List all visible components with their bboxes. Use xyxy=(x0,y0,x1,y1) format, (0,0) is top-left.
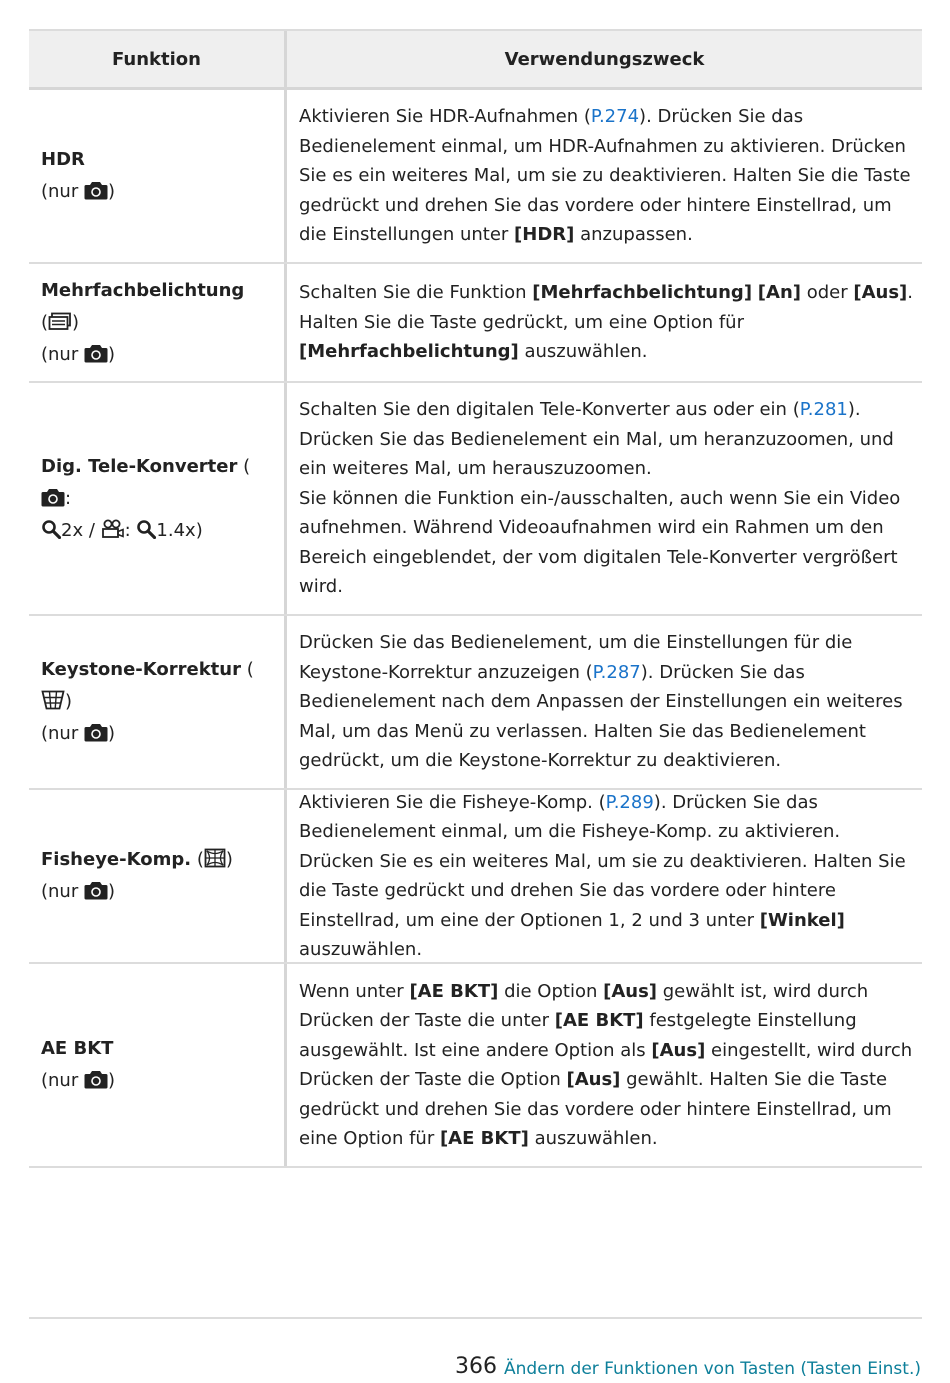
menu-setting-label: [Aus] xyxy=(603,980,658,1002)
description-segment: ). Drücken Sie das Bedienelement ein Mal, um heranzuzoomen, und ein weiteres Mal, um herauszuzoomen. xyxy=(299,399,894,480)
function-name: HDR xyxy=(41,149,85,170)
description-segment: anzupassen. xyxy=(574,224,693,246)
function-cell xyxy=(29,790,287,962)
function-table xyxy=(29,29,922,1168)
description-segment: Drücken Sie das Bedienelement, um die Einstellungen für die Keystone-Korrektur anzuzeigen ( xyxy=(299,632,853,683)
description-cell xyxy=(287,964,922,1166)
function-name-line: Dig. Tele-Konverter ( : xyxy=(41,455,251,509)
mode-note xyxy=(41,176,274,208)
mode-prefix: (nur xyxy=(41,881,84,902)
mode-suffix: ) xyxy=(107,723,115,744)
description-segment: Schalten Sie die Funktion xyxy=(299,282,533,304)
description-segment: Aktivieren Sie HDR-Aufnahmen ( xyxy=(299,106,591,128)
mode-prefix: (nur xyxy=(41,723,84,744)
function-cell xyxy=(29,264,287,381)
page-reference-link[interactable]: P.281 xyxy=(799,399,848,421)
camera-icon xyxy=(84,181,108,200)
function-name: Fisheye-Komp. xyxy=(41,849,192,870)
table-row xyxy=(29,790,922,964)
header-verwendungszweck: Verwendungszweck xyxy=(504,48,705,70)
description-segment: Wenn unter xyxy=(299,980,410,1002)
function-name: Mehrfachbelichtung xyxy=(41,279,245,301)
table-header xyxy=(29,31,922,90)
menu-setting-label: [HDR] xyxy=(514,224,575,246)
magnifier-icon xyxy=(136,519,156,539)
zoom-photo-value: 2x xyxy=(61,519,84,541)
function-cell xyxy=(29,616,287,788)
menu-setting-label: [Aus] xyxy=(566,1069,621,1090)
description-segment: auszuwählen. xyxy=(528,1128,658,1149)
description-segment: Aktivieren Sie die Fisheye-Komp. ( xyxy=(299,791,606,813)
function-name: Keystone-Korrektur xyxy=(41,659,241,680)
magnifier-icon xyxy=(41,519,61,539)
mode-suffix: ) xyxy=(107,343,115,365)
function-cell xyxy=(29,90,287,262)
chapter-title-link[interactable]: Ändern der Funktionen von Tasten (Tasten Einst.) xyxy=(504,1359,921,1379)
description-segment: Schalten Sie den digitalen Tele-Konverter aus oder ein ( xyxy=(299,399,800,421)
description-segment: die Option xyxy=(498,980,604,1002)
table-row xyxy=(29,964,922,1168)
mode-prefix: (nur xyxy=(41,1070,84,1091)
mode-suffix: ) xyxy=(107,1070,115,1091)
menu-setting-label: [Winkel] xyxy=(759,909,845,931)
table-row xyxy=(29,264,922,383)
description-segment: Sie können die Funktion ein-/ausschalten, auch wenn Sie ein Video aufnehmen. Während Videoaufnahmen wird ein Rahmen um den Bereich eingeblendet, der vom digitalen Tele-Konverter vergrößert wird. xyxy=(299,487,901,598)
description-cell xyxy=(287,383,922,614)
footer-divider xyxy=(29,1317,922,1319)
description-text xyxy=(299,395,914,602)
description-text xyxy=(299,102,914,250)
function-name-line: Fisheye-Komp. ( ) xyxy=(41,849,233,870)
table-row xyxy=(29,616,922,790)
camera-icon xyxy=(84,881,108,900)
menu-setting-label: [Aus] xyxy=(651,1039,706,1061)
movie-camera-icon xyxy=(101,519,125,539)
description-segment: eingestellt, wird durch Drücken der Taste die Option xyxy=(299,1039,913,1090)
description-segment: auszuwählen. xyxy=(518,341,648,363)
keystone-icon xyxy=(41,690,65,710)
mode-note xyxy=(41,876,274,908)
function-cell xyxy=(29,964,287,1166)
mode-note xyxy=(41,339,274,371)
mode-note xyxy=(41,1065,274,1097)
description-segment: gewählt ist, wird durch Drücken der Taste die unter xyxy=(299,980,869,1031)
function-name-line: Keystone-Korrektur ( ) xyxy=(41,659,254,712)
description-segment: ). Drücken Sie das Bedienelement einmal, um die Fisheye-Komp. zu aktivieren. Drücken Sie es ein weiteres Mal, um sie zu deaktivieren. Halten Sie die Taste gedrückt und drehen Sie das vordere oder hintere Einstellrad, um eine der Optionen 1, 2 und 3 unter xyxy=(299,791,906,931)
mode-suffix: ) xyxy=(107,181,115,202)
table-row xyxy=(29,90,922,264)
description-cell xyxy=(287,790,922,962)
description-segment: gewählt. Halten Sie die Taste gedrückt und drehen Sie das vordere oder hintere Einstellrad, um eine Option für xyxy=(299,1069,892,1149)
description-segment: oder xyxy=(800,282,854,304)
menu-setting-label: [AE BKT] xyxy=(409,980,499,1002)
fisheye-icon xyxy=(204,848,226,868)
camera-icon xyxy=(84,344,108,363)
description-segment: ). Drücken Sie das Bedienelement einmal, um HDR-Aufnahmen zu aktivieren. Drücken Sie es ein weiteres Mal, um sie zu deaktivieren. Halten Sie die Taste gedrückt und drehen Sie das vordere oder hintere Einstellrad, um die Einstellungen unter xyxy=(299,106,911,246)
page-reference-link[interactable]: P.274 xyxy=(590,106,640,128)
description-cell xyxy=(287,616,922,788)
multiple-exposure-icon xyxy=(48,312,72,331)
description-cell xyxy=(287,90,922,262)
description-segment: auszuwählen. xyxy=(299,939,423,960)
camera-icon xyxy=(84,723,108,742)
function-name: Dig. Tele-Konverter xyxy=(41,455,238,477)
mode-prefix: (nur xyxy=(41,343,84,365)
camera-icon xyxy=(41,488,65,507)
mode-prefix: (nur xyxy=(41,181,84,202)
menu-setting-label: [AE BKT] xyxy=(439,1128,529,1149)
description-segment: ). Drücken Sie das Bedienelement nach dem Anpassen der Einstellungen ein weiteres Mal, um das Menü zu verlassen. Halten Sie das Bedienelement gedrückt, um die Keystone-Korrektur zu deaktivieren. xyxy=(299,661,903,772)
description-segment: . Halten Sie die Taste gedrückt, um eine Option für xyxy=(299,282,913,333)
function-cell xyxy=(29,383,287,614)
mode-note xyxy=(41,718,274,750)
page-number: 366 xyxy=(455,1354,497,1379)
multi-exposure-note: ( ) xyxy=(41,311,80,333)
table-row xyxy=(29,383,922,616)
description-text xyxy=(299,788,914,965)
page-reference-link[interactable]: P.289 xyxy=(605,791,654,813)
menu-setting-label: [AE BKT] xyxy=(554,1010,644,1031)
function-name: AE BKT xyxy=(41,1038,114,1059)
description-text xyxy=(299,977,914,1154)
page-reference-link[interactable]: P.287 xyxy=(592,661,641,683)
description-text xyxy=(299,628,914,776)
header-funktion: Funktion xyxy=(29,31,287,87)
description-text xyxy=(299,278,914,367)
menu-setting-label: [An] xyxy=(757,282,801,304)
camera-icon xyxy=(84,1070,108,1089)
zoom-movie-value: 1.4x xyxy=(156,519,196,541)
mode-suffix: ) xyxy=(107,881,115,902)
zoom-note: 2x / : 1.4x) xyxy=(41,515,274,547)
menu-setting-label: [Aus] xyxy=(853,282,908,304)
description-cell xyxy=(287,264,922,381)
menu-setting-label: [Mehrfachbelichtung] xyxy=(532,282,753,304)
menu-setting-label: [Mehrfachbelichtung] xyxy=(299,341,519,363)
description-segment: festgelegte Einstellung ausgewählt. Ist eine andere Option als xyxy=(299,1010,857,1061)
